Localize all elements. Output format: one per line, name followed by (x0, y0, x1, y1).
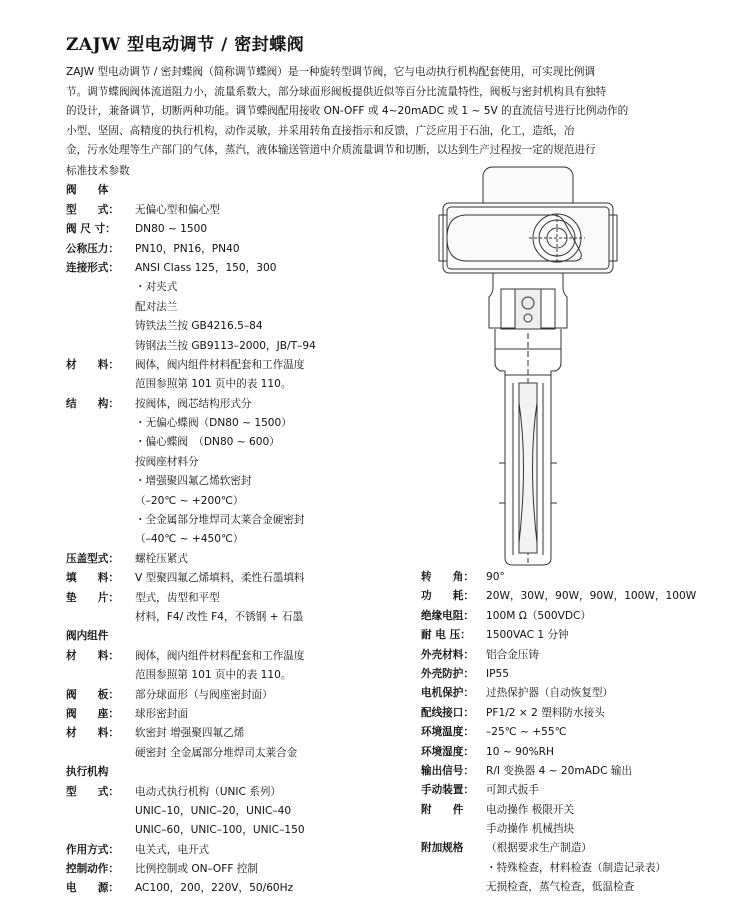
spec-row (66, 220, 426, 239)
spec-label: 附加规格 (421, 842, 464, 855)
spec-row (66, 666, 426, 685)
spec-value: DN80 ~ 1500 (135, 223, 208, 236)
spec-label: 手动装置： (421, 784, 474, 797)
spec-row (66, 724, 426, 743)
spec-row (421, 820, 741, 839)
spec-value: 范围参照第 101 页中的表 110。 (135, 378, 292, 391)
spec-value: 软密封 增强聚四氟乙烯 (135, 727, 245, 740)
spec-value: ・无偏心蝶阀（DN80 ~ 1500） (135, 417, 292, 430)
spec-value: ・全金属部分堆焊司太莱合金硬密封 (135, 514, 305, 527)
spec-row (66, 705, 426, 724)
spec-row (66, 647, 426, 666)
spec-label: 连接形式： (66, 261, 119, 274)
spec-value: 100M Ω（500VDC） (486, 609, 592, 622)
spec-value: 范围参照第 101 页中的表 110。 (135, 669, 292, 682)
spec-row (66, 627, 426, 646)
spec-label: 电机保护： (421, 687, 474, 700)
spec-row (66, 783, 426, 802)
spec-label: 作用方式： (66, 843, 119, 856)
spec-label: 控制动作： (66, 863, 119, 876)
butterfly-valve-diagram (433, 163, 623, 568)
spec-label: 外壳材料： (421, 648, 474, 661)
spec-value: 阀体，阀内组件材料配套和工作温度 (135, 649, 305, 662)
spec-row (66, 414, 426, 433)
spec-value: ANSI Class 125，150，300 (135, 261, 277, 274)
spec-value: 型式，齿型和平型 (135, 591, 220, 604)
spec-row (421, 704, 741, 723)
spec-row (421, 743, 741, 762)
spec-row (66, 821, 426, 840)
spec-row (66, 686, 426, 705)
intro-paragraph (66, 63, 696, 161)
spec-value: IP55 (486, 667, 509, 680)
spec-value: 电动式执行机构（UNIC 系列） (135, 785, 282, 798)
spec-row (66, 298, 426, 317)
spec-value: 球形密封面 (135, 707, 188, 720)
spec-value: 过热保护器（自动恢复型） (486, 687, 614, 700)
spec-value: ・对夹式 (135, 281, 178, 294)
spec-value: ・偏心蝶阀 （DN80 ~ 600） (135, 436, 280, 449)
spec-row (66, 259, 426, 278)
spec-label: 阀 尺 寸： (66, 223, 116, 236)
spec-row (66, 802, 426, 821)
spec-label: 环境湿度： (421, 745, 474, 758)
spec-value: UNIC–60，UNIC–100，UNIC–150 (135, 824, 305, 837)
spec-value: 螺栓压紧式 (135, 552, 188, 565)
spec-value: 90° (486, 571, 505, 583)
spec-row (66, 511, 426, 530)
spec-value: –25℃ ~ +55℃ (486, 726, 567, 739)
spec-value: 1500VAC 1 分钟 (486, 629, 569, 642)
spec-label: 填 料： (66, 572, 119, 585)
spec-label: 绝缘电阻： (421, 609, 474, 622)
spec-value: 阀体，阀内组件材料配套和工作温度 (135, 358, 305, 371)
spec-value: 材料，F4/ 改性 F4，不锈钢 + 石墨 (135, 610, 304, 623)
spec-row (66, 744, 426, 763)
spec-label: 型 式： (66, 203, 119, 216)
spec-value: 铸钢法兰按 GB9113–2000，JB/T–94 (135, 339, 316, 352)
spec-label: 耐 电 压： (421, 629, 471, 642)
spec-row (421, 839, 741, 858)
spec-label: 阀 座： (66, 707, 119, 720)
spec-value: ・增强聚四氟乙烯软密封 (135, 475, 252, 488)
spec-row (421, 587, 741, 606)
spec-row (66, 453, 426, 472)
spec-value: （–40℃ ~ +450℃） (135, 533, 244, 546)
spec-value: 无损检查，蒸气检查，低温检查 (486, 881, 635, 894)
spec-value: AC100，200，220V，50/60Hz (135, 882, 294, 895)
spec-value: 铸铁法兰按 GB4216.5–84 (135, 320, 263, 333)
spec-label: 配线接口： (421, 706, 474, 719)
spec-label: 阀 板： (66, 688, 119, 701)
spec-label: 材 料： (66, 358, 119, 371)
spec-label: 外壳防护： (421, 667, 474, 680)
spec-value: ・特殊检查，材料检查（制造记录表） (486, 861, 667, 874)
spec-row (66, 763, 426, 782)
spec-row (66, 162, 426, 181)
spec-label: 标准技术参数 (66, 165, 130, 177)
spec-row (421, 781, 741, 800)
spec-label: 型 式： (66, 785, 119, 798)
section-heading: 阀内组件 (66, 630, 109, 643)
spec-row (421, 607, 741, 626)
spec-value: 电关式，电开式 (135, 843, 210, 856)
spec-row (421, 801, 741, 820)
spec-row (66, 879, 426, 898)
spec-value: R/I 变换器 4 ~ 20mADC 输出 (486, 764, 633, 777)
spec-value: 按阀体，阀芯结构形式分 (135, 397, 252, 410)
spec-row (421, 762, 741, 781)
spec-label: 材 料： (66, 727, 119, 740)
spec-label: 电 源： (66, 882, 119, 895)
spec-value: 10 ~ 90%RH (486, 745, 554, 758)
spec-value: （–20℃ ~ +200℃） (135, 494, 244, 507)
intro-line: ZAJW 型电动调节 / 密封蝶阀（简称调节蝶阀）是一种旋转型调节阀，它与电动执行机构配套使用，可实现比例调 (66, 66, 596, 78)
spec-value: 按阀座材料分 (135, 455, 199, 468)
spec-row (66, 530, 426, 549)
spec-value: PF1/2 × 2 塑料防水接头 (486, 706, 605, 719)
spec-row (421, 626, 741, 645)
spec-value: 可卸式扳手 (486, 784, 539, 797)
spec-row (421, 568, 741, 587)
spec-value: 硬密封 全金属部分堆焊司太莱合金 (135, 746, 298, 759)
spec-label: 环境温度： (421, 726, 474, 739)
spec-row (66, 395, 426, 414)
spec-row (421, 646, 741, 665)
intro-line: 节。调节蝶阀阀体流道阻力小，流量系数大，部分球面形阀板提供近似等百分比流量特性，阀板与密封机构具有独特 (66, 85, 607, 98)
spec-list-left (66, 162, 426, 899)
spec-label: 公称压力： (66, 242, 119, 255)
spec-label: 垫 片： (66, 591, 119, 604)
spec-row (66, 589, 426, 608)
spec-value: PN10，PN16，PN40 (135, 242, 240, 255)
spec-value: 手动操作 机械挡块 (486, 823, 575, 836)
spec-value: 配对法兰 (135, 300, 178, 313)
spec-row (421, 665, 741, 684)
spec-row (66, 841, 426, 860)
spec-value: 铝合金压铸 (486, 648, 539, 661)
spec-value: 电动操作 极限开关 (486, 803, 575, 816)
spec-row (66, 337, 426, 356)
spec-row (66, 201, 426, 220)
spec-row (66, 356, 426, 375)
spec-row (66, 608, 426, 627)
spec-row (66, 375, 426, 394)
spec-row (66, 240, 426, 259)
spec-row (66, 492, 426, 511)
spec-value: UNIC–10，UNIC–20，UNIC–40 (135, 804, 292, 817)
spec-value: 20W，30W，90W，90W，100W，100W (486, 590, 697, 603)
spec-label: 压盖型式： (66, 552, 119, 565)
section-heading: 执行机构 (66, 766, 109, 779)
intro-line: 金，污水处理等生产部门的气体，蒸汽，液体输送管道中介质流量调节和切断，以达到生产过程按一定的规范进行 (66, 144, 596, 157)
spec-row (66, 569, 426, 588)
intro-line: 的设计，兼备调节，切断两种功能。调节蝶阀配用接收 ON-OFF 或 4~20mADC 或 1 ~ 5V 的直流信号进行比例动作的 (66, 105, 629, 118)
intro-line: 小型、坚固、高精度的执行机构，动作灵敏，并采用转角直接指示和反馈，广泛应用于石油，化工，造纸，冶 (66, 124, 575, 137)
spec-row (66, 550, 426, 569)
spec-row (421, 859, 741, 878)
spec-label: 材 料： (66, 649, 119, 662)
spec-label: 转 角： (421, 571, 474, 583)
spec-row (66, 317, 426, 336)
spec-row (66, 860, 426, 879)
spec-row (66, 278, 426, 297)
spec-row (66, 433, 426, 452)
spec-row (421, 878, 741, 897)
spec-value: 无偏心型和偏心型 (135, 203, 220, 216)
spec-row (421, 723, 741, 742)
section-heading: 阀 体 (66, 184, 109, 197)
spec-label: 功 耗： (421, 590, 474, 603)
spec-row (66, 472, 426, 491)
spec-value: （根据要求生产制造） (486, 842, 592, 855)
spec-label: 结 构： (66, 397, 119, 410)
spec-label: 附 件 (421, 803, 464, 816)
spec-value: 部分球面形（与阀座密封面） (135, 688, 273, 701)
spec-row (66, 181, 426, 200)
page-title: ZAJW 型电动调节 / 密封蝶阀 (66, 35, 305, 55)
spec-label: 输出信号： (421, 764, 474, 777)
spec-list-right (421, 568, 741, 898)
spec-value: V 型聚四氟乙烯填料，柔性石墨填料 (135, 572, 305, 585)
spec-value: 比例控制或 ON–OFF 控制 (135, 863, 258, 876)
spec-row (421, 684, 741, 703)
